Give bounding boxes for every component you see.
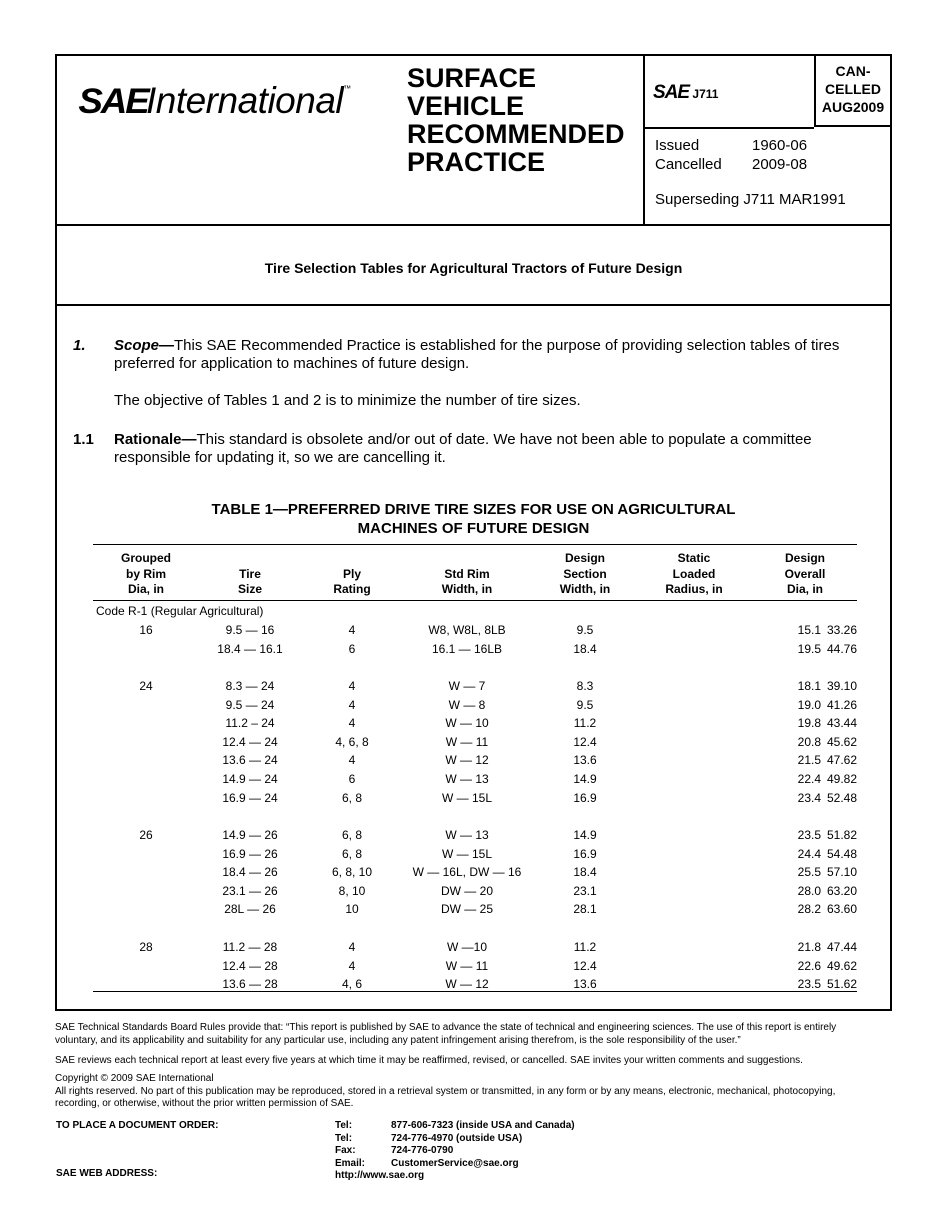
code-label: Code R-1 (Regular Agricultural) xyxy=(96,604,264,618)
table-cell: 4, 6 xyxy=(341,977,362,992)
table-cell: 47.62 xyxy=(826,753,857,768)
table-cell: 54.48 xyxy=(826,846,857,861)
table-cell: 44.76 xyxy=(826,641,857,656)
table-header-rule xyxy=(93,600,857,601)
contact-value[interactable]: 724-776-4970 (outside USA) xyxy=(391,1132,523,1144)
section-1-1-rationale xyxy=(114,431,874,467)
table-cell: 6, 8 xyxy=(341,846,362,861)
table-cell: 6, 8 xyxy=(341,790,362,805)
table-cell: 9.5 xyxy=(576,697,594,712)
table-cell: 51.62 xyxy=(826,977,857,992)
table-cell: 45.62 xyxy=(826,734,857,749)
column-header: Radius, in xyxy=(665,582,723,596)
table-cell: 12.4 xyxy=(573,958,597,973)
column-header: Section xyxy=(563,566,607,581)
table-cell: W — 7 xyxy=(448,679,486,693)
table-cell: 11.2 xyxy=(573,940,597,954)
status-line: CAN- xyxy=(835,63,871,79)
section-1-1-text: This standard is obsolete and/or out of date. We have not been able to populate a committee xyxy=(196,431,812,448)
table-cell: W — 15L xyxy=(441,790,492,805)
column-header: Overall xyxy=(784,566,826,581)
table-cell: 6 xyxy=(348,772,356,786)
table-cell: W — 10 xyxy=(445,716,489,731)
table-cell: 28L — 26 xyxy=(224,902,276,917)
table-cell: 11.2 xyxy=(573,716,597,731)
email-link[interactable]: CustomerService@sae.org xyxy=(391,1157,519,1169)
table-cell: 4 xyxy=(348,716,356,731)
table-cell: 8.3 xyxy=(576,679,594,693)
table-cell: 18.4 — 26 xyxy=(222,865,278,880)
table-cell: 19.5 xyxy=(797,641,821,656)
sae-international-logo xyxy=(80,80,351,130)
table-cell: 43.44 xyxy=(826,716,857,731)
table-cell: W — 12 xyxy=(445,977,489,992)
table-cell: W — 13 xyxy=(445,828,489,842)
contact-value[interactable]: 877-606-7323 (inside USA and Canada) xyxy=(391,1120,575,1131)
table-cell: W — 12 xyxy=(445,753,489,768)
table-cell: 11.2 — 28 xyxy=(222,940,278,954)
rim-diameter: 24 xyxy=(139,679,153,693)
table-cell: 9.5 xyxy=(576,623,594,637)
table-cell: W — 11 xyxy=(445,958,489,973)
table-cell: 28.0 xyxy=(797,883,821,898)
table-cell: 15.1 xyxy=(797,623,821,637)
table-cell: 18.1 xyxy=(797,679,821,693)
status-badge xyxy=(814,56,890,127)
doc-type-line: VEHICLE xyxy=(407,91,525,121)
rights-line: All rights reserved. No part of this publication may be reproduced, stored in a retrieval system or transmitted, in any form or by any means, electronic, mechanical, photocopying, xyxy=(55,1085,836,1097)
section-1-1-number: 1.1 xyxy=(73,431,94,448)
table-cell: 22.4 xyxy=(797,772,821,786)
table-cell: 13.6 xyxy=(573,753,597,768)
table-cell: 33.26 xyxy=(826,623,857,637)
table-cell: 4 xyxy=(348,753,356,768)
column-header: Ply xyxy=(342,566,361,581)
table-cell: 49.82 xyxy=(826,772,857,786)
column-header: Width, in xyxy=(441,582,493,596)
section-1-text: This SAE Recommended Practice is established for the purpose of providing selection tables of tires xyxy=(174,337,840,354)
header xyxy=(57,56,890,226)
section-1-objective: The objective of Tables 1 and 2 is to minimize the number of tire sizes. xyxy=(114,392,581,409)
doc-type-line: SURFACE xyxy=(407,63,537,93)
document-type xyxy=(407,64,625,176)
column-header: Design xyxy=(564,551,605,565)
table-cell: 11.2 – 24 xyxy=(225,716,275,731)
rim-diameter: 28 xyxy=(139,940,153,954)
review-note: SAE reviews each technical report at least every five years at which time it may be reaffirmed, revised, or cancelled. SAE invites your written comments and suggestions. xyxy=(55,1055,803,1066)
table-cell: 41.26 xyxy=(826,697,857,712)
rim-diameter: 26 xyxy=(139,828,153,842)
order-label: TO PLACE A DOCUMENT ORDER: xyxy=(56,1120,219,1131)
section-1-number: 1. xyxy=(73,337,86,354)
table-cell: 20.8 xyxy=(797,734,821,749)
board-rules-line: SAE Technical Standards Board Rules provide that: “This report is published by SAE to advance the state of technical and engineering sciences. The use of this report is entirely xyxy=(55,1022,837,1033)
board-rules xyxy=(55,1022,895,1047)
table-cell: W — 11 xyxy=(445,734,489,749)
web-label: SAE WEB ADDRESS: xyxy=(56,1168,158,1179)
table-cell: W — 15L xyxy=(441,846,492,861)
table-cell: 18.4 xyxy=(573,865,597,880)
column-header: Dia, in xyxy=(786,582,823,596)
table-cell: DW — 25 xyxy=(440,902,493,917)
cancelled-value: 2009-08 xyxy=(752,156,808,173)
section-1-text-2: preferred for application to machines of future design. xyxy=(114,355,470,372)
board-rules-line: voluntary, and its applicability and suitability for any particular use, including any patent infringement arising therefrom, is the sole responsibility of the user.” xyxy=(55,1034,741,1046)
table-cell: 24.4 xyxy=(797,846,821,861)
table-cell: 14.9 xyxy=(573,772,597,786)
table-cell: W — 13 xyxy=(445,772,489,786)
table-cell: 25.5 xyxy=(797,865,821,880)
document-number xyxy=(653,82,718,104)
copyright-block xyxy=(55,1073,895,1111)
logo-trademark: ™ xyxy=(343,84,352,93)
table-cell: W —10 xyxy=(446,940,487,954)
section-1-1-heading: Rationale— xyxy=(114,431,197,448)
column-header: Loaded xyxy=(672,566,716,581)
table-cell: 18.4 xyxy=(573,641,597,656)
table-cell: 14.9 — 26 xyxy=(222,828,278,842)
table-cell: 21.8 xyxy=(797,940,821,954)
table-cell: 13.6 — 28 xyxy=(222,977,278,992)
contact-type: Email: xyxy=(335,1157,366,1169)
status-line: AUG2009 xyxy=(821,99,885,115)
table-cell: 19.0 xyxy=(797,697,821,712)
table-cell: 13.6 xyxy=(573,977,597,992)
table-cell: 12.4 — 24 xyxy=(222,734,278,749)
table-cell: 63.60 xyxy=(826,902,857,917)
table-cell: 10 xyxy=(345,902,359,917)
table-cell: 14.9 — 24 xyxy=(222,772,278,786)
column-header: Size xyxy=(237,582,262,596)
table-cell: 28.1 xyxy=(573,902,597,917)
table-cell: W8, W8L, 8LB xyxy=(428,623,506,637)
table-top-rule xyxy=(93,544,857,545)
column-header: Dia, in xyxy=(127,582,164,596)
table-cell: 22.6 xyxy=(797,958,821,973)
table-cell: 8.3 — 24 xyxy=(225,679,275,693)
table-cell: 18.4 — 16.1 xyxy=(217,641,283,656)
contact-value[interactable]: 724-776-0790 xyxy=(391,1145,454,1156)
column-header: Static xyxy=(677,551,711,565)
table-cell: 16.9 — 26 xyxy=(222,846,278,861)
section-1-scope xyxy=(114,337,874,373)
doc-type-line: RECOMMENDED xyxy=(407,119,625,149)
table-cell: W — 8 xyxy=(448,697,486,712)
table-cell: 16.9 xyxy=(573,846,597,861)
header-divider xyxy=(643,56,645,224)
column-header: by Rim xyxy=(125,566,166,581)
rim-diameter: 16 xyxy=(139,623,153,637)
table-cell: 19.8 xyxy=(797,716,821,731)
table-cell: 9.5 — 24 xyxy=(225,697,275,712)
table-cell: 12.4 xyxy=(573,734,597,749)
table-cell: 28.2 xyxy=(797,902,821,917)
doc-type-line: PRACTICE xyxy=(407,147,546,177)
table-cell: 51.82 xyxy=(826,828,857,842)
column-header: Std Rim xyxy=(444,566,490,581)
table-cell: 4 xyxy=(348,697,356,712)
title-band xyxy=(57,224,890,306)
table-title-line: TABLE 1—PREFERRED DRIVE TIRE SIZES FOR USE ON AGRICULTURAL xyxy=(211,501,736,518)
table-title-line: MACHINES OF FUTURE DESIGN xyxy=(357,520,590,537)
table-cell: 6, 8 xyxy=(341,828,362,842)
table-cell: 21.5 xyxy=(797,753,821,768)
table-cell: 49.62 xyxy=(826,958,857,973)
header-rule xyxy=(645,127,814,129)
table-cell: 57.10 xyxy=(826,865,857,880)
table-cell: 6 xyxy=(348,641,356,656)
table-cell: 16.9 — 24 xyxy=(222,790,278,805)
issue-dates xyxy=(655,136,807,174)
issued-value: 1960-06 xyxy=(752,137,808,154)
issued-label: Issued xyxy=(655,137,700,154)
contact-type: Tel: xyxy=(335,1132,353,1144)
table-cell: 63.20 xyxy=(826,883,857,898)
table-cell: 52.48 xyxy=(826,790,857,805)
table-cell: 12.4 — 28 xyxy=(222,958,278,973)
table-cell: 23.4 xyxy=(797,790,821,805)
table-cell: 16.1 — 16LB xyxy=(431,641,503,656)
table-cell: 9.5 — 16 xyxy=(225,623,275,637)
web-link[interactable]: http://www.sae.org xyxy=(335,1170,425,1181)
section-1-heading: Scope— xyxy=(114,337,175,354)
table-cell: 23.1 — 26 xyxy=(222,883,278,898)
column-header: Tire xyxy=(239,566,261,581)
table-cell: 4 xyxy=(348,679,356,693)
table-cell: 14.9 xyxy=(573,828,597,842)
table-cell: 47.44 xyxy=(826,940,857,954)
table-cell: 4 xyxy=(348,940,356,954)
table-cell: 16.9 xyxy=(573,790,597,805)
logo-international: International xyxy=(145,80,344,121)
table-cell: 4 xyxy=(348,623,356,637)
doc-number: J711 xyxy=(692,87,719,101)
table-cell: 8, 10 xyxy=(338,883,366,898)
table-cell: 23.5 xyxy=(797,977,821,992)
table-cell: 23.5 xyxy=(797,828,821,842)
contact-type: Tel: xyxy=(335,1120,353,1131)
column-header: Width, in xyxy=(559,582,611,596)
table-title xyxy=(57,500,890,538)
table-cell: 6, 8, 10 xyxy=(331,865,373,880)
document-title: Tire Selection Tables for Agricultural Tractors of Future Design xyxy=(264,260,683,276)
doc-sae-mark: SAE xyxy=(653,82,690,103)
table-cell: 39.10 xyxy=(826,679,857,693)
table-cell: 13.6 — 24 xyxy=(222,753,278,768)
cancelled-label: Cancelled xyxy=(655,156,722,173)
column-header: Grouped xyxy=(121,551,171,565)
document-frame xyxy=(55,54,892,1011)
table-cell: DW — 20 xyxy=(440,883,493,898)
table-cell: 23.1 xyxy=(573,883,597,898)
rights-line: recording, or otherwise, without the prior written permission of SAE. xyxy=(55,1098,354,1109)
column-header: Design xyxy=(784,551,825,565)
contact-block xyxy=(335,1120,575,1183)
table-cell: W — 16L, DW — 16 xyxy=(412,865,522,880)
table-cell: 4 xyxy=(348,958,356,973)
table-bottom-rule xyxy=(93,991,857,992)
column-header: Rating xyxy=(333,582,371,596)
superseding: Superseding J711 MAR1991 xyxy=(655,191,846,208)
status-line: CELLED xyxy=(825,81,881,97)
logo-sae: SAE xyxy=(78,82,148,121)
copyright: Copyright © 2009 SAE International xyxy=(55,1073,214,1084)
section-1-1-text-2: responsible for updating it, so we are cancelling it. xyxy=(114,449,446,466)
contact-type: Fax: xyxy=(335,1145,356,1156)
table-cell: 4, 6, 8 xyxy=(335,734,369,749)
